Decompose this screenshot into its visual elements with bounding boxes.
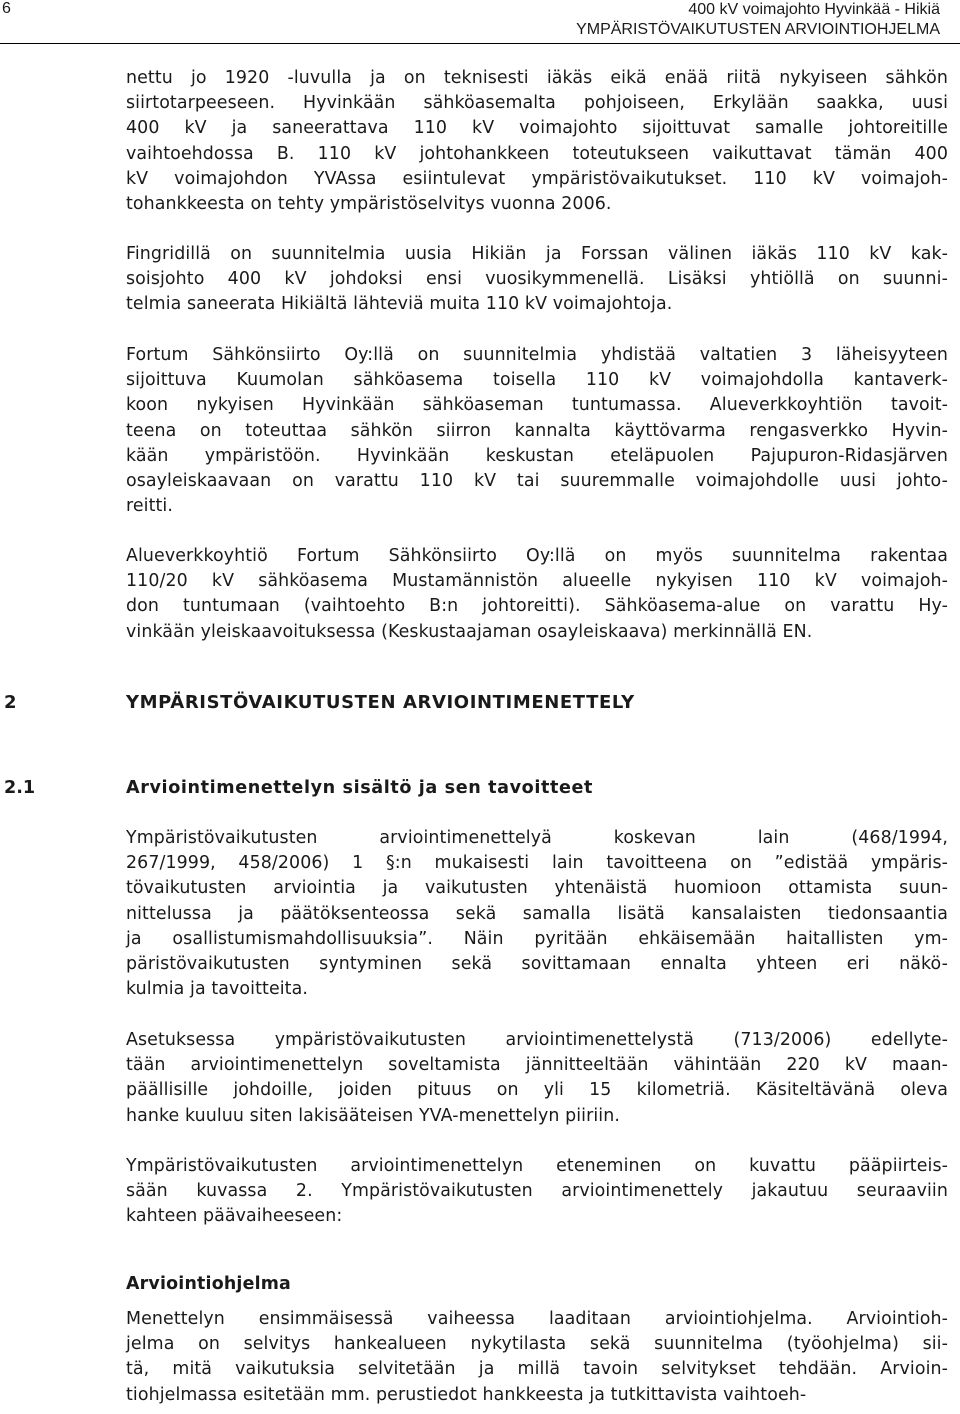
text-line: nittelussa ja päätöksenteossa sekä samalla lisätä kansalaisten tiedonsaantia	[126, 903, 948, 924]
subheading-arviointiohjelma: Arviointiohjelma	[126, 1274, 291, 1294]
text-line: Asetuksessa ympäristövaikutusten arviointimenettelystä (713/2006) edellyte-	[126, 1030, 948, 1050]
running-header	[576, 0, 940, 40]
subsection-heading-title: Arviointimenettelyn sisältö ja sen tavoitteet	[126, 778, 594, 798]
text-line: Ympäristövaikutusten arviointimenettelyn eteneminen on kuvattu pääpiirteis-	[126, 1156, 948, 1176]
paragraph-2	[126, 242, 948, 318]
text-line: kään ympäristöön. Hyvinkään keskustan eteläpuolen Pajupuron-Ridasjärven	[126, 445, 948, 466]
header-rule	[0, 43, 960, 44]
text-line: Fortum Sähkönsiirto Oy:llä on suunnitelmia yhdistää valtatien 3 läheisyyteen	[126, 345, 948, 365]
text-line: päristövaikutusten syntyminen sekä sovittamaan ennalta yhteen eri näkö-	[126, 954, 948, 975]
text-line: teena on toteuttaa sähkön siirron kannalta käyttövarma rengasverkko Hyvin-	[126, 420, 948, 441]
subsection-heading-number: 2.1	[4, 778, 36, 798]
text-line: jelma on selvitys hankealueen nykytilasta sekä suunnitelma (työohjelma) sii-	[126, 1334, 948, 1355]
text-line: osayleiskaavaan on varattu 110 kV tai suuremmalle voimajohdolle uusi johto-	[126, 471, 948, 492]
text-line: tiohjelmassa esitetään mm. perustiedot hankkeesta ja tutkittavista vaihtoeh-	[126, 1384, 807, 1405]
text-line: siirtotarpeeseen. Hyvinkään sähköasemalta pohjoiseen, Erkylään saakka, uusi	[126, 93, 948, 114]
paragraph-8	[126, 1307, 948, 1408]
text-line: kahteen päävaiheeseen:	[126, 1206, 343, 1227]
text-line: reitti.	[126, 496, 173, 517]
text-line: koon nykyisen Hyvinkään sähköaseman tuntumassa. Alueverkkoyhtiön tavoit-	[126, 395, 948, 416]
text-line: vaihtoehdossa B. 110 kV johtohankkeen toteutukseen vaikuttavat tämän 400	[126, 143, 948, 164]
text-line: telmia saneerata Hikiältä lähteviä muita 110 kV voimajohtoja.	[126, 294, 673, 315]
header-title-line1: 400 kV voimajohto Hyvinkää - Hikiä	[688, 1, 940, 18]
text-line: 400 kV ja saneerattava 110 kV voimajohto sijoittuvat samalle johtoreitille	[126, 118, 948, 139]
text-line: Ympäristövaikutusten arviointimenettelyä koskevan lain (468/1994,	[126, 828, 948, 848]
text-line: don tuntumaan (vaihtoehto B:n johtoreitti). Sähköasema-alue on varattu Hy-	[126, 596, 948, 617]
text-line: soisjohto 400 kV johdoksi ensi vuosikymmenellä. Lisäksi yhtiöllä on suunni-	[126, 269, 948, 290]
section-heading-title: YMPÄRISTÖVAIKUTUSTEN ARVIOINTIMENETTELY	[126, 692, 635, 713]
paragraph-7	[126, 1154, 948, 1230]
text-line: päällisille johdoille, joiden pituus on yli 15 kilometriä. Käsiteltävänä oleva	[126, 1080, 948, 1101]
text-line: kV voimajohdon YVAssa esiintulevat ympäristövaikutukset. 110 kV voimajoh-	[126, 168, 948, 189]
text-line: ja osallistumismahdollisuuksia”. Näin pyritään ehkäisemään haitallisten ym-	[126, 928, 948, 949]
text-line: tään arviointimenettelyn soveltamista jännitteeltään vähintään 220 kV maan-	[126, 1055, 948, 1076]
text-line: sijoittuva Kuumolan sähköasema toisella 110 kV voimajohdolla kantaverk-	[126, 370, 948, 391]
text-line: 110/20 kV sähköasema Mustamännistön alueelle nykyisen 110 kV voimajoh-	[126, 571, 948, 592]
paragraph-1	[126, 66, 948, 217]
section-heading-number: 2	[4, 692, 17, 713]
paragraph-5	[126, 826, 948, 1002]
header-title-line2: YMPÄRISTÖVAIKUTUSTEN ARVIOINTIOHJELMA	[576, 21, 940, 38]
text-line: sään kuvassa 2. Ympäristövaikutusten arviointimenettely jakautuu seuraaviin	[126, 1181, 948, 1202]
text-line: Fingridillä on suunnitelmia uusia Hikiän ja Forssan välinen iäkäs 110 kV kak-	[126, 244, 948, 264]
text-line: nettu jo 1920 -luvulla ja on teknisesti iäkäs eikä enää riitä nykyiseen sähkön	[126, 68, 948, 88]
paragraph-4	[126, 544, 948, 645]
text-line: Alueverkkoyhtiö Fortum Sähkönsiirto Oy:llä on myös suunnitelma rakentaa	[126, 546, 948, 566]
text-line: hanke kuuluu siten lakisääteisen YVA-menettelyn piiriin.	[126, 1105, 620, 1126]
text-line: vinkään yleiskaavoituksessa (Keskustaajaman osayleiskaava) merkinnällä EN.	[126, 621, 813, 642]
text-line: tohankkeesta on tehty ympäristöselvitys vuonna 2006.	[126, 194, 612, 215]
text-line: 267/1999, 458/2006) 1 §:n mukaisesti lain tavoitteena on ”edistää ympäris-	[126, 853, 948, 874]
text-line: tä, mitä vaikutuksia selvitetään ja millä tavoin selvitykset tehdään. Arvioin-	[126, 1359, 948, 1380]
paragraph-6	[126, 1028, 948, 1129]
text-line: kulmia ja tavoitteita.	[126, 979, 308, 1000]
text-line: tövaikutusten arviointia ja vaikutusten yhtenäistä huomioon ottamista suun-	[126, 878, 948, 899]
text-line: Menettelyn ensimmäisessä vaiheessa laaditaan arviointiohjelma. Arviointioh-	[126, 1309, 948, 1329]
page-number: 6	[2, 0, 11, 17]
paragraph-3	[126, 343, 948, 519]
